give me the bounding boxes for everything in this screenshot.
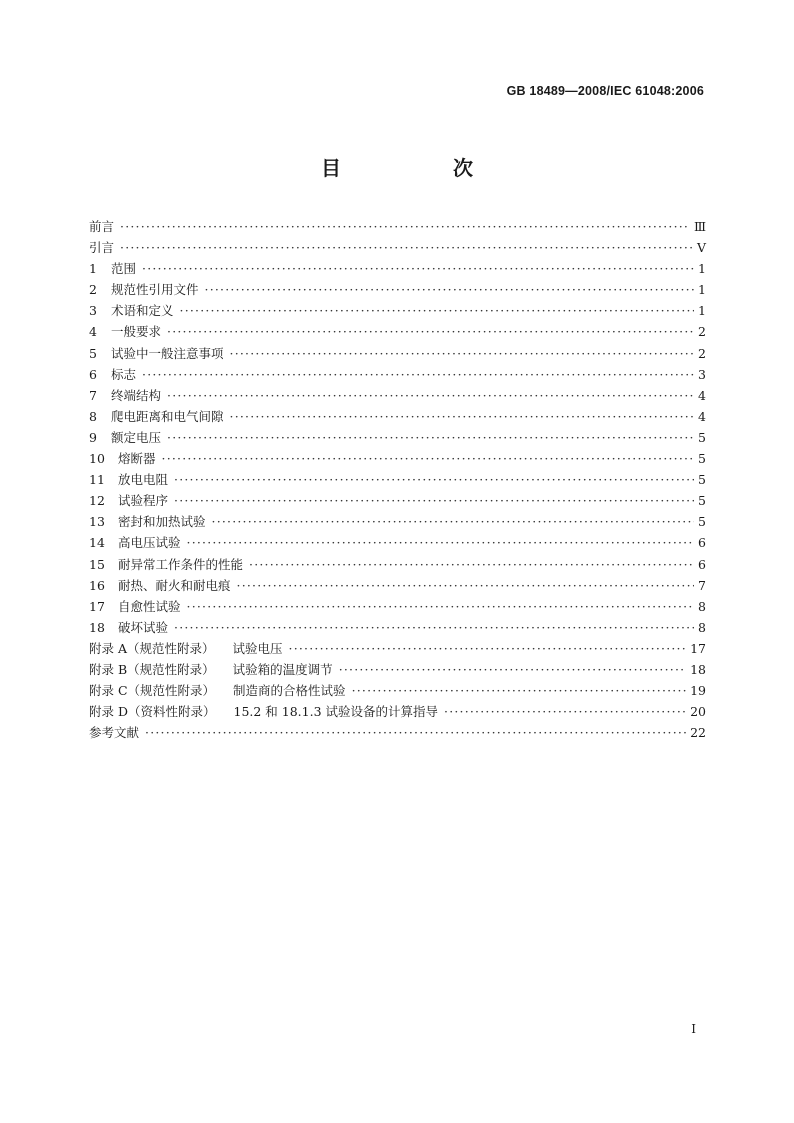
- toc-entry-page: 22: [690, 725, 706, 741]
- toc-entry-number: 11: [89, 472, 105, 488]
- toc-entry-page: 7: [698, 577, 706, 593]
- toc-entry-page: 2: [698, 345, 706, 361]
- toc-leader-dots: [180, 300, 694, 321]
- standard-code: GB 18489—2008/IEC 61048:2006: [506, 84, 704, 98]
- toc-entry-page: 4: [698, 387, 706, 403]
- toc-entry-title: 耐热、耐火和耐电痕: [118, 577, 231, 593]
- toc-entry-number: 17: [89, 598, 105, 614]
- toc-annex-label: 附录 D（资料性附录）: [89, 704, 216, 720]
- toc-entry-page: 17: [690, 640, 706, 656]
- toc-entry-page: 6: [698, 556, 706, 572]
- toc-entry-number: 7: [89, 387, 97, 403]
- toc-entry-title: 前言: [89, 219, 115, 234]
- toc-entry-page: Ⅲ: [693, 219, 706, 234]
- toc-leader-dots: [230, 406, 694, 427]
- toc-entry-title: 规范性引用文件: [111, 282, 199, 298]
- toc-entry-title: 自愈性试验: [118, 598, 181, 614]
- toc-entry-number: 1: [89, 261, 97, 277]
- toc-entry-number: 15: [89, 556, 105, 572]
- toc-entry-page: 1: [698, 261, 706, 277]
- toc-entry[interactable]: [89, 722, 706, 743]
- toc-entry[interactable]: [89, 385, 706, 406]
- toc-entry-number: 6: [89, 366, 97, 382]
- toc-entry-number: 14: [89, 535, 105, 551]
- toc-leader-dots: [174, 490, 694, 511]
- toc-entry[interactable]: [89, 532, 706, 553]
- toc-entry-page: 1: [698, 282, 706, 298]
- toc-leader-dots: [162, 448, 694, 469]
- toc-entry-title: 试验中一般注意事项: [111, 345, 224, 361]
- toc-entry[interactable]: [89, 638, 706, 659]
- toc-leader-dots: [120, 237, 693, 258]
- toc-entry-title: 高电压试验: [118, 535, 181, 551]
- toc-entry[interactable]: [89, 617, 706, 638]
- toc-entry-title: 终端结构: [111, 387, 162, 403]
- toc-entry-page: 8: [698, 619, 706, 635]
- toc-entry[interactable]: [89, 343, 706, 364]
- toc-entry[interactable]: [89, 659, 706, 680]
- toc-leader-dots: [205, 279, 694, 300]
- toc-leader-dots: [187, 532, 694, 553]
- toc-leader-dots: [444, 701, 686, 722]
- toc-entry[interactable]: [89, 279, 706, 300]
- toc-entry[interactable]: [89, 237, 706, 258]
- toc-entry-number: 13: [89, 514, 105, 530]
- toc-entry-title: 15.2 和 18.1.3 试验设备的计算指导: [233, 704, 439, 720]
- toc-entry-title: 引言: [89, 240, 115, 256]
- toc-leader-dots: [249, 554, 694, 575]
- toc-entry-title: 试验程序: [118, 493, 169, 509]
- toc-entry-page: 20: [690, 704, 706, 720]
- toc-entry-page: 5: [698, 451, 706, 467]
- toc-annex-label: 附录 A（规范性附录）: [89, 640, 215, 656]
- page-title: 目 次: [321, 156, 519, 180]
- toc-entry-page: 5: [698, 514, 706, 530]
- toc-entry[interactable]: [89, 680, 706, 701]
- toc-entry-page: 6: [698, 535, 706, 551]
- toc-entry-page: 5: [698, 472, 706, 488]
- toc-annex-label: 附录 C（规范性附录）: [89, 683, 216, 699]
- toc-leader-dots: [174, 617, 694, 638]
- toc-entry-number: 16: [89, 577, 105, 593]
- toc-entry-title: 破坏试验: [118, 619, 169, 635]
- toc-entry[interactable]: [89, 596, 706, 617]
- toc-entry-title: 额定电压: [111, 429, 162, 445]
- toc-entry-title: 耐异常工作条件的性能: [118, 556, 244, 572]
- toc-leader-dots: [187, 596, 694, 617]
- toc-entry[interactable]: [89, 469, 706, 490]
- toc-entry-title: 一般要求: [111, 324, 162, 340]
- toc-entry-number: 4: [89, 324, 97, 340]
- toc-entry[interactable]: [89, 427, 706, 448]
- toc-entry-title: 范围: [111, 261, 137, 277]
- toc-leader-dots: [289, 638, 687, 659]
- toc-entry-title: 熔断器: [118, 451, 156, 467]
- toc-entry-title: 参考文献: [89, 725, 140, 741]
- toc-entry-title: 放电电阻: [118, 472, 169, 488]
- toc-leader-dots: [120, 216, 690, 237]
- toc-entry-number: 5: [89, 345, 97, 361]
- page-number: Ⅰ: [691, 1022, 696, 1036]
- toc-entry[interactable]: [89, 554, 706, 575]
- toc-leader-dots: [167, 427, 694, 448]
- toc-entry-number: 12: [89, 493, 105, 509]
- toc-leader-dots: [352, 680, 687, 701]
- toc-entry-number: 8: [89, 408, 97, 424]
- toc-entry-number: 9: [89, 429, 97, 445]
- toc-entry[interactable]: [89, 216, 706, 237]
- toc-entry-page: 5: [698, 429, 706, 445]
- toc-leader-dots: [167, 385, 694, 406]
- toc-entry[interactable]: [89, 406, 706, 427]
- toc-entry-page: 1: [698, 303, 706, 319]
- toc-leader-dots: [174, 469, 694, 490]
- toc-entry[interactable]: [89, 321, 706, 342]
- toc-entry-number: 18: [89, 619, 105, 635]
- toc-entry-title: 爬电距离和电气间隙: [111, 408, 224, 424]
- toc-leader-dots: [237, 575, 694, 596]
- toc-leader-dots: [142, 364, 694, 385]
- toc-leader-dots: [230, 343, 694, 364]
- toc-entry-page: 5: [698, 493, 706, 509]
- toc-entry-number: 2: [89, 282, 97, 298]
- toc-entry[interactable]: [89, 575, 706, 596]
- toc-entry[interactable]: [89, 448, 706, 469]
- toc-entry-title: 标志: [111, 366, 137, 382]
- toc-entry-number: 3: [89, 303, 97, 319]
- toc-entry[interactable]: [89, 490, 706, 511]
- toc-entry-page: 3: [698, 366, 706, 382]
- toc-leader-dots: [212, 511, 694, 532]
- toc-entry[interactable]: [89, 701, 706, 722]
- toc-leader-dots: [167, 321, 694, 342]
- toc-entry-title: 术语和定义: [111, 303, 174, 319]
- toc-entry-page: 18: [690, 661, 706, 677]
- toc-leader-dots: [145, 722, 686, 743]
- toc-entry[interactable]: [89, 258, 706, 279]
- toc-leader-dots: [142, 258, 694, 279]
- toc-entry-title: 密封和加热试验: [118, 514, 206, 530]
- toc-annex-label: 附录 B（规范性附录）: [89, 661, 215, 677]
- toc-entry[interactable]: [89, 364, 706, 385]
- toc-entry-number: 10: [89, 451, 105, 467]
- toc-entry-title: 制造商的合格性试验: [233, 683, 346, 699]
- toc-entry[interactable]: [89, 511, 706, 532]
- toc-entry-page: 2: [698, 324, 706, 340]
- toc-entry-page: 8: [698, 598, 706, 614]
- toc-entry-page: 4: [698, 408, 706, 424]
- toc-entry[interactable]: [89, 300, 706, 321]
- table-of-contents: [89, 216, 706, 743]
- toc-entry-page: Ⅴ: [696, 240, 706, 256]
- toc-entry-title: 试验箱的温度调节: [232, 661, 333, 677]
- toc-entry-title: 试验电压: [232, 640, 283, 656]
- toc-leader-dots: [339, 659, 686, 680]
- toc-entry-page: 19: [690, 683, 706, 699]
